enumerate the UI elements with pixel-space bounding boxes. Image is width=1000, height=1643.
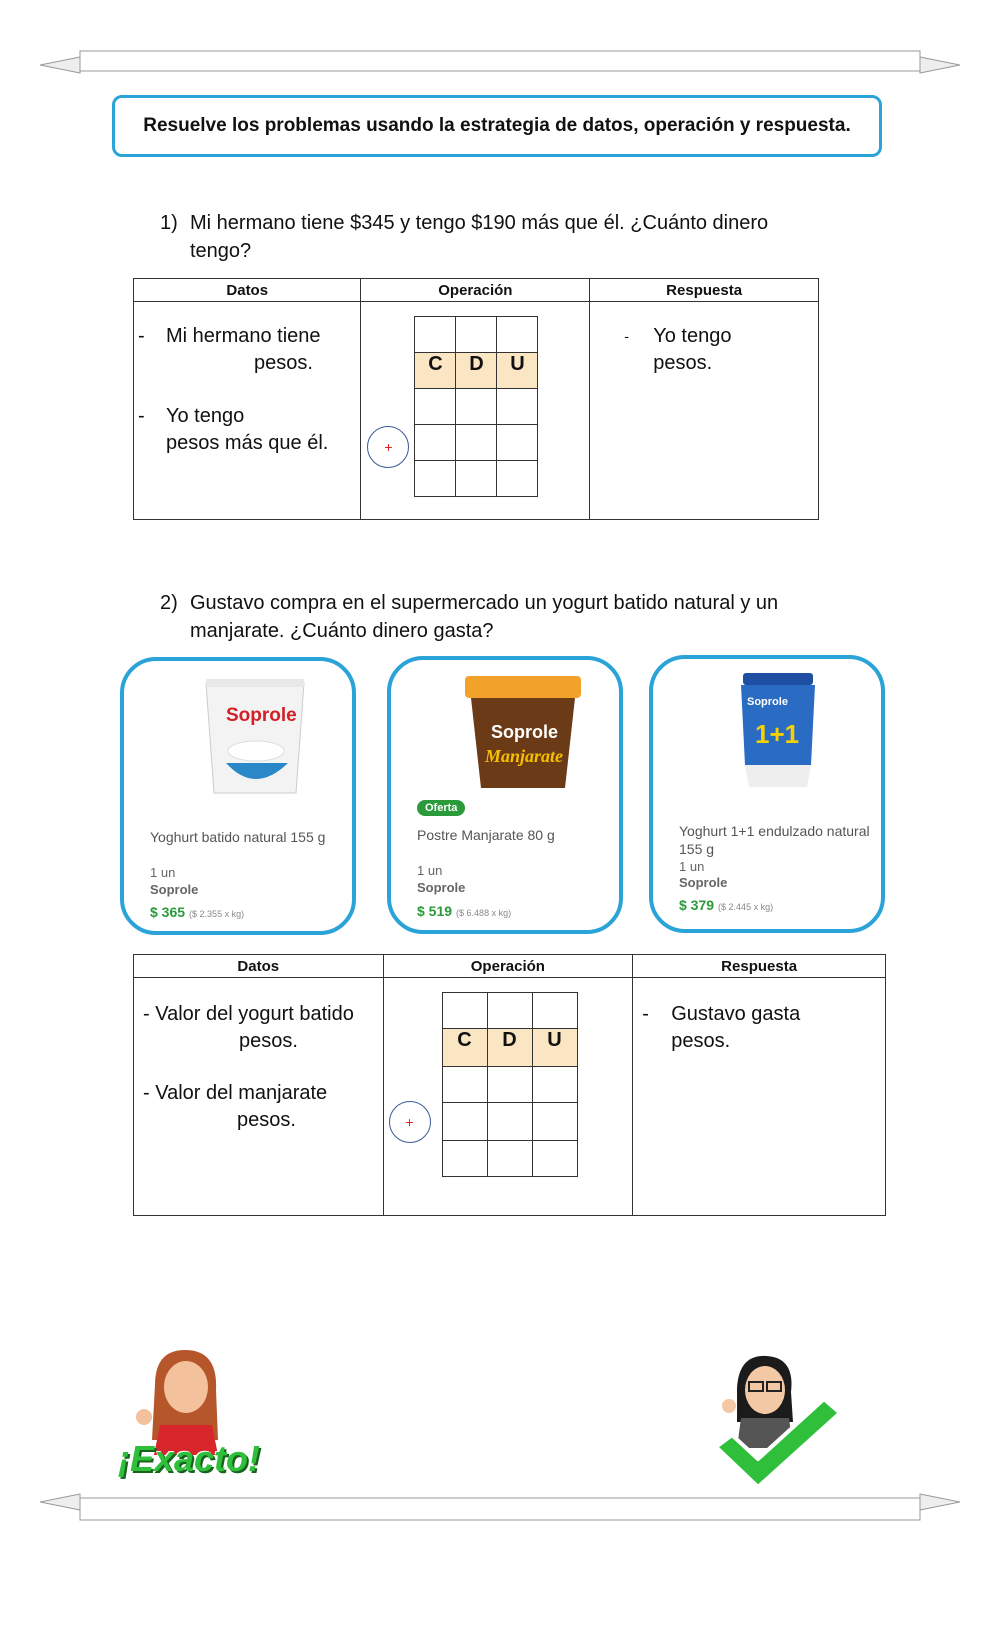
problem-2-statement xyxy=(160,588,840,648)
grid-cell[interactable] xyxy=(456,425,497,461)
product-card-manjarate[interactable] xyxy=(387,656,623,934)
datos-line2a: - Valor del manjarate xyxy=(143,1082,328,1104)
grid-cell[interactable] xyxy=(497,425,538,461)
dash: - xyxy=(624,328,629,344)
problem-2-number: 2) xyxy=(160,592,178,614)
instruction-box xyxy=(112,95,882,157)
grid-cell[interactable] xyxy=(442,1141,487,1177)
plus-sign: + xyxy=(389,1101,431,1143)
product-name-line1: Yoghurt 1+1 endulzado natural xyxy=(679,823,870,839)
grid-cell[interactable] xyxy=(487,1103,532,1141)
problem-1-statement xyxy=(160,208,820,268)
product-brand: Soprole xyxy=(150,882,199,897)
product-brand: Soprole xyxy=(417,880,466,895)
cdu-c: C xyxy=(442,1029,487,1067)
top-ribbon-banner xyxy=(40,45,960,85)
price-per-kg: ($ 2.355 x kg) xyxy=(189,909,245,919)
datos-header: Datos xyxy=(134,279,361,302)
datos-line2a: Yo tengo xyxy=(166,405,245,427)
product-price-row xyxy=(679,897,773,913)
respuesta-cell xyxy=(633,978,886,1216)
product-unit: 1 un xyxy=(679,859,705,874)
problem-1-text-line1: Mi hermano tiene $345 y tengo $190 más que él. ¿Cuánto dinero xyxy=(190,212,769,234)
product-image-brand: Soprole xyxy=(226,705,297,726)
grid-cell[interactable] xyxy=(456,389,497,425)
operacion-cell xyxy=(383,978,633,1216)
respuesta-line1: Gustavo gasta xyxy=(671,1003,801,1025)
respuesta-header: Respuesta xyxy=(633,955,886,978)
respuesta-cell xyxy=(590,302,819,520)
problem-1-number: 1) xyxy=(160,212,178,234)
product-price-row xyxy=(150,904,244,920)
datos-header: Datos xyxy=(134,955,384,978)
product-image-brand: Soprole xyxy=(747,696,788,708)
grid-cell[interactable] xyxy=(497,461,538,497)
grid-cell[interactable] xyxy=(456,317,497,353)
cdu-u: U xyxy=(532,1029,577,1067)
cdu-u: U xyxy=(497,353,538,389)
respuesta-header: Respuesta xyxy=(590,279,819,302)
respuesta-line2: pesos. xyxy=(653,352,713,374)
dash: - xyxy=(642,1003,649,1025)
cdu-d: D xyxy=(456,353,497,389)
datos-line1a: - Valor del yogurt batido xyxy=(143,1003,354,1025)
datos-cell xyxy=(134,978,384,1216)
price-per-kg: ($ 6.488 x kg) xyxy=(456,908,512,918)
problem-1-table xyxy=(133,278,819,520)
datos-cell xyxy=(134,302,361,520)
problem-2-table xyxy=(133,954,886,1216)
product-price: $ 379 xyxy=(679,897,715,913)
operacion-header: Operación xyxy=(361,279,590,302)
check-icon xyxy=(712,1395,844,1491)
yoghurt-1mas1-image xyxy=(733,669,823,793)
cdu-c: C xyxy=(415,353,456,389)
exacto-label: ¡Exacto! xyxy=(118,1438,261,1479)
operacion-cell xyxy=(361,302,590,520)
operacion-header: Operación xyxy=(383,955,633,978)
grid-cell[interactable] xyxy=(442,1103,487,1141)
bottom-ribbon-banner xyxy=(40,1488,960,1528)
datos-line2b: pesos. xyxy=(237,1109,296,1131)
grid-cell[interactable] xyxy=(487,1067,532,1103)
grid-cell[interactable] xyxy=(497,389,538,425)
problem-2-text-line2: manjarate. ¿Cuánto dinero gasta? xyxy=(190,620,494,642)
instruction-text: Resuelve los problemas usando la estrategia de datos, operación y respuesta. xyxy=(143,115,851,136)
product-unit: 1 un xyxy=(417,863,443,878)
datos-line1b: pesos. xyxy=(239,1030,298,1052)
manjarate-cup-image xyxy=(461,672,585,798)
product-image-name: 1+1 xyxy=(755,719,800,749)
grid-cell[interactable] xyxy=(487,1141,532,1177)
plus-sign: + xyxy=(367,426,409,468)
product-image-name: Manjarate xyxy=(485,746,564,766)
price-per-kg: ($ 2.445 x kg) xyxy=(718,902,774,912)
grid-cell[interactable] xyxy=(415,461,456,497)
datos-line2b: pesos más que él. xyxy=(166,432,329,454)
grid-cell[interactable] xyxy=(442,1067,487,1103)
product-price: $ 519 xyxy=(417,903,453,919)
grid-cell[interactable] xyxy=(532,1103,577,1141)
grid-cell[interactable] xyxy=(532,1141,577,1177)
product-brand: Soprole xyxy=(679,875,728,890)
problem-2-text-line1: Gustavo compra en el supermercado un yogurt batido natural y un xyxy=(190,592,779,614)
grid-cell[interactable] xyxy=(415,425,456,461)
grid-cell[interactable] xyxy=(532,993,577,1029)
dash: - xyxy=(138,325,145,347)
offer-badge: Oferta xyxy=(417,800,465,816)
grid-cell[interactable] xyxy=(442,993,487,1029)
respuesta-line2: pesos. xyxy=(671,1030,731,1052)
grid-cell[interactable] xyxy=(497,317,538,353)
product-name-line2: 155 g xyxy=(679,841,715,857)
cdu-d: D xyxy=(487,1029,532,1067)
datos-line1a: Mi hermano tiene xyxy=(166,325,321,347)
respuesta-line1: Yo tengo xyxy=(653,325,732,347)
yoghurt-cup-image xyxy=(196,675,314,801)
grid-cell[interactable] xyxy=(487,993,532,1029)
grid-cell[interactable] xyxy=(415,317,456,353)
product-price-row xyxy=(417,903,511,919)
dash: - xyxy=(138,405,145,427)
grid-cell[interactable] xyxy=(415,389,456,425)
product-image-brand: Soprole xyxy=(491,722,559,742)
problem-1-text-line2: tengo? xyxy=(190,240,252,262)
grid-cell[interactable] xyxy=(532,1067,577,1103)
product-name: Yoghurt batido natural 155 g xyxy=(150,829,326,845)
cdu-grid xyxy=(414,316,538,497)
cdu-grid xyxy=(442,992,578,1177)
product-name: Postre Manjarate 80 g xyxy=(417,827,555,843)
product-unit: 1 un xyxy=(150,865,176,880)
datos-line1b: pesos. xyxy=(254,352,313,374)
grid-cell[interactable] xyxy=(456,461,497,497)
product-price: $ 365 xyxy=(150,904,186,920)
product-card-yoghurt-1mas1[interactable] xyxy=(649,655,885,933)
product-card-yoghurt-batido[interactable] xyxy=(120,657,356,935)
